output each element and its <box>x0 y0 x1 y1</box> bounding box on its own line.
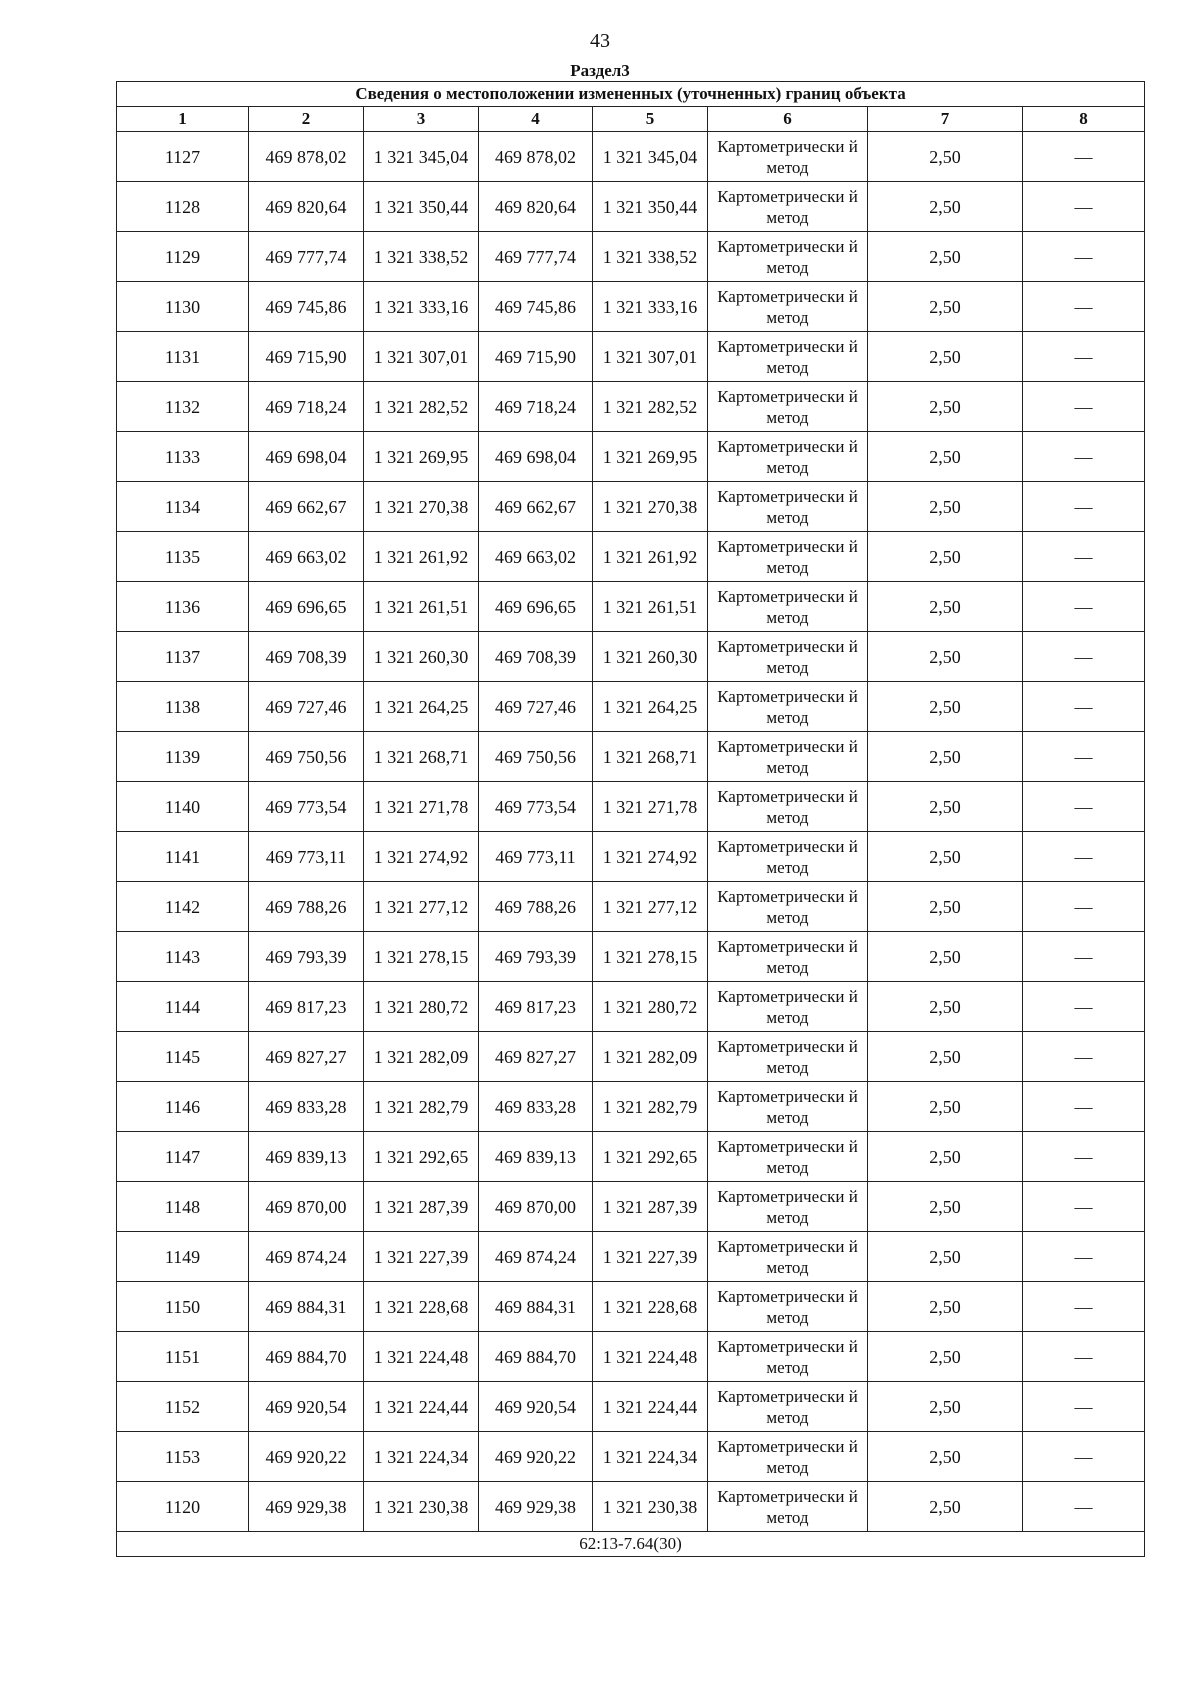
description-cell: — <box>1023 1482 1145 1532</box>
x-old-cell: 469 662,67 <box>249 482 364 532</box>
table-caption: Сведения о местоположении измененных (уточненных) границ объекта <box>117 82 1145 107</box>
column-number: 2 <box>249 107 364 132</box>
column-number: 3 <box>364 107 479 132</box>
method-cell: Картометрически й метод <box>708 432 868 482</box>
y-new-cell: 1 321 261,92 <box>593 532 708 582</box>
point-number-cell: 1138 <box>117 682 249 732</box>
accuracy-cell: 2,50 <box>868 332 1023 382</box>
y-old-cell: 1 321 333,16 <box>364 282 479 332</box>
x-old-cell: 469 718,24 <box>249 382 364 432</box>
y-new-cell: 1 321 282,09 <box>593 1032 708 1082</box>
y-old-cell: 1 321 224,34 <box>364 1432 479 1482</box>
accuracy-cell: 2,50 <box>868 782 1023 832</box>
accuracy-cell: 2,50 <box>868 132 1023 182</box>
accuracy-cell: 2,50 <box>868 1132 1023 1182</box>
description-cell: — <box>1023 132 1145 182</box>
column-number: 1 <box>117 107 249 132</box>
column-number-row <box>117 107 1145 132</box>
accuracy-cell: 2,50 <box>868 1282 1023 1332</box>
x-old-cell: 469 777,74 <box>249 232 364 282</box>
table-row <box>117 582 1145 632</box>
method-cell: Картометрически й метод <box>708 932 868 982</box>
column-number: 8 <box>1023 107 1145 132</box>
y-old-cell: 1 321 261,92 <box>364 532 479 582</box>
column-number: 4 <box>479 107 593 132</box>
method-cell: Картометрически й метод <box>708 1132 868 1182</box>
method-cell: Картометрически й метод <box>708 232 868 282</box>
point-number-cell: 1151 <box>117 1332 249 1382</box>
y-new-cell: 1 321 228,68 <box>593 1282 708 1332</box>
method-cell: Картометрически й метод <box>708 682 868 732</box>
x-old-cell: 469 929,38 <box>249 1482 364 1532</box>
y-old-cell: 1 321 269,95 <box>364 432 479 482</box>
description-cell: — <box>1023 1182 1145 1232</box>
x-old-cell: 469 833,28 <box>249 1082 364 1132</box>
table-row <box>117 1382 1145 1432</box>
accuracy-cell: 2,50 <box>868 982 1023 1032</box>
description-cell: — <box>1023 332 1145 382</box>
x-new-cell: 469 698,04 <box>479 432 593 482</box>
y-old-cell: 1 321 278,15 <box>364 932 479 982</box>
method-cell: Картометрически й метод <box>708 982 868 1032</box>
description-cell: — <box>1023 1232 1145 1282</box>
description-cell: — <box>1023 182 1145 232</box>
y-old-cell: 1 321 224,48 <box>364 1332 479 1382</box>
point-number-cell: 1149 <box>117 1232 249 1282</box>
x-new-cell: 469 820,64 <box>479 182 593 232</box>
point-number-cell: 1140 <box>117 782 249 832</box>
x-new-cell: 469 696,65 <box>479 582 593 632</box>
method-cell: Картометрически й метод <box>708 782 868 832</box>
x-new-cell: 469 839,13 <box>479 1132 593 1182</box>
description-cell: — <box>1023 782 1145 832</box>
y-new-cell: 1 321 307,01 <box>593 332 708 382</box>
x-new-cell: 469 773,11 <box>479 832 593 882</box>
x-old-cell: 469 920,54 <box>249 1382 364 1432</box>
table-footer: 62:13-7.64(30) <box>117 1532 1145 1557</box>
point-number-cell: 1150 <box>117 1282 249 1332</box>
method-cell: Картометрически й метод <box>708 482 868 532</box>
x-new-cell: 469 715,90 <box>479 332 593 382</box>
point-number-cell: 1130 <box>117 282 249 332</box>
y-old-cell: 1 321 271,78 <box>364 782 479 832</box>
y-new-cell: 1 321 268,71 <box>593 732 708 782</box>
description-cell: — <box>1023 582 1145 632</box>
method-cell: Картометрически й метод <box>708 1082 868 1132</box>
method-cell: Картометрически й метод <box>708 582 868 632</box>
x-old-cell: 469 793,39 <box>249 932 364 982</box>
method-cell: Картометрически й метод <box>708 1432 868 1482</box>
method-cell: Картометрически й метод <box>708 532 868 582</box>
method-cell: Картометрически й метод <box>708 1382 868 1432</box>
y-new-cell: 1 321 227,39 <box>593 1232 708 1282</box>
y-old-cell: 1 321 307,01 <box>364 332 479 382</box>
y-old-cell: 1 321 264,25 <box>364 682 479 732</box>
y-new-cell: 1 321 292,65 <box>593 1132 708 1182</box>
y-new-cell: 1 321 224,44 <box>593 1382 708 1432</box>
column-number: 7 <box>868 107 1023 132</box>
description-cell: — <box>1023 1382 1145 1432</box>
point-number-cell: 1135 <box>117 532 249 582</box>
point-number-cell: 1128 <box>117 182 249 232</box>
y-new-cell: 1 321 338,52 <box>593 232 708 282</box>
point-number-cell: 1120 <box>117 1482 249 1532</box>
table-row <box>117 732 1145 782</box>
x-new-cell: 469 662,67 <box>479 482 593 532</box>
method-cell: Картометрически й метод <box>708 382 868 432</box>
point-number-cell: 1153 <box>117 1432 249 1482</box>
x-old-cell: 469 698,04 <box>249 432 364 482</box>
point-number-cell: 1145 <box>117 1032 249 1082</box>
method-cell: Картометрически й метод <box>708 1482 868 1532</box>
method-cell: Картометрически й метод <box>708 732 868 782</box>
x-new-cell: 469 777,74 <box>479 232 593 282</box>
x-new-cell: 469 745,86 <box>479 282 593 332</box>
y-old-cell: 1 321 282,79 <box>364 1082 479 1132</box>
page-number: 43 <box>590 30 610 52</box>
x-old-cell: 469 884,70 <box>249 1332 364 1382</box>
x-old-cell: 469 878,02 <box>249 132 364 182</box>
y-old-cell: 1 321 268,71 <box>364 732 479 782</box>
x-new-cell: 469 920,22 <box>479 1432 593 1482</box>
x-new-cell: 469 773,54 <box>479 782 593 832</box>
method-cell: Картометрически й метод <box>708 1282 868 1332</box>
accuracy-cell: 2,50 <box>868 1432 1023 1482</box>
accuracy-cell: 2,50 <box>868 282 1023 332</box>
point-number-cell: 1146 <box>117 1082 249 1132</box>
table-row <box>117 332 1145 382</box>
point-number-cell: 1132 <box>117 382 249 432</box>
x-old-cell: 469 874,24 <box>249 1232 364 1282</box>
y-new-cell: 1 321 277,12 <box>593 882 708 932</box>
description-cell: — <box>1023 982 1145 1032</box>
point-number-cell: 1147 <box>117 1132 249 1182</box>
description-cell: — <box>1023 382 1145 432</box>
x-new-cell: 469 708,39 <box>479 632 593 682</box>
accuracy-cell: 2,50 <box>868 1032 1023 1082</box>
x-old-cell: 469 788,26 <box>249 882 364 932</box>
table-row <box>117 532 1145 582</box>
point-number-cell: 1142 <box>117 882 249 932</box>
boundary-table <box>116 81 1145 1557</box>
y-new-cell: 1 321 280,72 <box>593 982 708 1032</box>
x-new-cell: 469 884,70 <box>479 1332 593 1382</box>
table-row <box>117 682 1145 732</box>
x-new-cell: 469 793,39 <box>479 932 593 982</box>
point-number-cell: 1144 <box>117 982 249 1032</box>
x-old-cell: 469 773,54 <box>249 782 364 832</box>
description-cell: — <box>1023 882 1145 932</box>
table-row <box>117 1132 1145 1182</box>
y-old-cell: 1 321 338,52 <box>364 232 479 282</box>
table-body <box>117 132 1145 1532</box>
y-new-cell: 1 321 224,48 <box>593 1332 708 1382</box>
table-row <box>117 282 1145 332</box>
x-new-cell: 469 788,26 <box>479 882 593 932</box>
x-new-cell: 469 817,23 <box>479 982 593 1032</box>
description-cell: — <box>1023 632 1145 682</box>
description-cell: — <box>1023 232 1145 282</box>
description-cell: — <box>1023 532 1145 582</box>
method-cell: Картометрически й метод <box>708 282 868 332</box>
accuracy-cell: 2,50 <box>868 1482 1023 1532</box>
accuracy-cell: 2,50 <box>868 732 1023 782</box>
y-old-cell: 1 321 274,92 <box>364 832 479 882</box>
accuracy-cell: 2,50 <box>868 882 1023 932</box>
x-old-cell: 469 715,90 <box>249 332 364 382</box>
x-new-cell: 469 718,24 <box>479 382 593 432</box>
y-new-cell: 1 321 282,79 <box>593 1082 708 1132</box>
method-cell: Картометрически й метод <box>708 1332 868 1382</box>
point-number-cell: 1139 <box>117 732 249 782</box>
description-cell: — <box>1023 282 1145 332</box>
table-row <box>117 1332 1145 1382</box>
column-number: 5 <box>593 107 708 132</box>
x-old-cell: 469 745,86 <box>249 282 364 332</box>
x-old-cell: 469 727,46 <box>249 682 364 732</box>
y-old-cell: 1 321 228,68 <box>364 1282 479 1332</box>
accuracy-cell: 2,50 <box>868 1082 1023 1132</box>
x-old-cell: 469 817,23 <box>249 982 364 1032</box>
method-cell: Картометрически й метод <box>708 1182 868 1232</box>
point-number-cell: 1141 <box>117 832 249 882</box>
table-row <box>117 932 1145 982</box>
y-old-cell: 1 321 292,65 <box>364 1132 479 1182</box>
y-new-cell: 1 321 333,16 <box>593 282 708 332</box>
accuracy-cell: 2,50 <box>868 532 1023 582</box>
table-row <box>117 1182 1145 1232</box>
y-old-cell: 1 321 230,38 <box>364 1482 479 1532</box>
table-row <box>117 432 1145 482</box>
accuracy-cell: 2,50 <box>868 832 1023 882</box>
x-old-cell: 469 827,27 <box>249 1032 364 1082</box>
table-row <box>117 382 1145 432</box>
method-cell: Картометрически й метод <box>708 1032 868 1082</box>
x-old-cell: 469 773,11 <box>249 832 364 882</box>
method-cell: Картометрически й метод <box>708 832 868 882</box>
y-new-cell: 1 321 278,15 <box>593 932 708 982</box>
point-number-cell: 1136 <box>117 582 249 632</box>
method-cell: Картометрически й метод <box>708 632 868 682</box>
x-new-cell: 469 870,00 <box>479 1182 593 1232</box>
x-new-cell: 469 727,46 <box>479 682 593 732</box>
point-number-cell: 1143 <box>117 932 249 982</box>
y-new-cell: 1 321 269,95 <box>593 432 708 482</box>
description-cell: — <box>1023 732 1145 782</box>
y-old-cell: 1 321 227,39 <box>364 1232 479 1282</box>
accuracy-cell: 2,50 <box>868 932 1023 982</box>
table-row <box>117 182 1145 232</box>
description-cell: — <box>1023 682 1145 732</box>
table-row <box>117 132 1145 182</box>
table-row <box>117 232 1145 282</box>
accuracy-cell: 2,50 <box>868 432 1023 482</box>
accuracy-cell: 2,50 <box>868 482 1023 532</box>
y-new-cell: 1 321 287,39 <box>593 1182 708 1232</box>
table-row <box>117 982 1145 1032</box>
method-cell: Картометрически й метод <box>708 1232 868 1282</box>
x-old-cell: 469 920,22 <box>249 1432 364 1482</box>
y-old-cell: 1 321 277,12 <box>364 882 479 932</box>
y-new-cell: 1 321 345,04 <box>593 132 708 182</box>
description-cell: — <box>1023 432 1145 482</box>
table-row <box>117 1482 1145 1532</box>
description-cell: — <box>1023 1082 1145 1132</box>
table-row <box>117 882 1145 932</box>
x-new-cell: 469 874,24 <box>479 1232 593 1282</box>
y-old-cell: 1 321 282,52 <box>364 382 479 432</box>
table-row <box>117 482 1145 532</box>
accuracy-cell: 2,50 <box>868 682 1023 732</box>
point-number-cell: 1133 <box>117 432 249 482</box>
table-row <box>117 632 1145 682</box>
x-old-cell: 469 884,31 <box>249 1282 364 1332</box>
y-old-cell: 1 321 345,04 <box>364 132 479 182</box>
point-number-cell: 1148 <box>117 1182 249 1232</box>
y-new-cell: 1 321 260,30 <box>593 632 708 682</box>
point-number-cell: 1152 <box>117 1382 249 1432</box>
method-cell: Картометрически й метод <box>708 882 868 932</box>
accuracy-cell: 2,50 <box>868 1382 1023 1432</box>
table-row <box>117 1282 1145 1332</box>
x-new-cell: 469 833,28 <box>479 1082 593 1132</box>
column-number: 6 <box>708 107 868 132</box>
description-cell: — <box>1023 1032 1145 1082</box>
y-old-cell: 1 321 280,72 <box>364 982 479 1032</box>
x-old-cell: 469 708,39 <box>249 632 364 682</box>
description-cell: — <box>1023 932 1145 982</box>
y-new-cell: 1 321 274,92 <box>593 832 708 882</box>
method-cell: Картометрически й метод <box>708 182 868 232</box>
y-old-cell: 1 321 224,44 <box>364 1382 479 1432</box>
x-old-cell: 469 696,65 <box>249 582 364 632</box>
section-title: Раздел3 <box>570 61 630 80</box>
accuracy-cell: 2,50 <box>868 1232 1023 1282</box>
x-old-cell: 469 663,02 <box>249 532 364 582</box>
x-new-cell: 469 884,31 <box>479 1282 593 1332</box>
point-number-cell: 1129 <box>117 232 249 282</box>
y-new-cell: 1 321 261,51 <box>593 582 708 632</box>
y-old-cell: 1 321 261,51 <box>364 582 479 632</box>
x-new-cell: 469 827,27 <box>479 1032 593 1082</box>
table-row <box>117 1432 1145 1482</box>
point-number-cell: 1137 <box>117 632 249 682</box>
x-new-cell: 469 750,56 <box>479 732 593 782</box>
y-old-cell: 1 321 260,30 <box>364 632 479 682</box>
y-old-cell: 1 321 287,39 <box>364 1182 479 1232</box>
y-new-cell: 1 321 350,44 <box>593 182 708 232</box>
table-row <box>117 832 1145 882</box>
y-new-cell: 1 321 271,78 <box>593 782 708 832</box>
description-cell: — <box>1023 1432 1145 1482</box>
table-row <box>117 1082 1145 1132</box>
description-cell: — <box>1023 1332 1145 1382</box>
point-number-cell: 1134 <box>117 482 249 532</box>
point-number-cell: 1131 <box>117 332 249 382</box>
description-cell: — <box>1023 482 1145 532</box>
point-number-cell: 1127 <box>117 132 249 182</box>
y-old-cell: 1 321 270,38 <box>364 482 479 532</box>
x-new-cell: 469 663,02 <box>479 532 593 582</box>
x-new-cell: 469 878,02 <box>479 132 593 182</box>
y-new-cell: 1 321 264,25 <box>593 682 708 732</box>
method-cell: Картометрически й метод <box>708 132 868 182</box>
description-cell: — <box>1023 1282 1145 1332</box>
y-new-cell: 1 321 270,38 <box>593 482 708 532</box>
y-new-cell: 1 321 282,52 <box>593 382 708 432</box>
y-old-cell: 1 321 282,09 <box>364 1032 479 1082</box>
description-cell: — <box>1023 1132 1145 1182</box>
accuracy-cell: 2,50 <box>868 632 1023 682</box>
x-old-cell: 469 870,00 <box>249 1182 364 1232</box>
x-old-cell: 469 820,64 <box>249 182 364 232</box>
accuracy-cell: 2,50 <box>868 582 1023 632</box>
accuracy-cell: 2,50 <box>868 1182 1023 1232</box>
accuracy-cell: 2,50 <box>868 1332 1023 1382</box>
method-cell: Картометрически й метод <box>708 332 868 382</box>
y-new-cell: 1 321 224,34 <box>593 1432 708 1482</box>
description-cell: — <box>1023 832 1145 882</box>
table-footer-row <box>117 1532 1145 1557</box>
table-row <box>117 1232 1145 1282</box>
accuracy-cell: 2,50 <box>868 232 1023 282</box>
x-new-cell: 469 929,38 <box>479 1482 593 1532</box>
table-row <box>117 1032 1145 1082</box>
y-new-cell: 1 321 230,38 <box>593 1482 708 1532</box>
y-old-cell: 1 321 350,44 <box>364 182 479 232</box>
x-old-cell: 469 839,13 <box>249 1132 364 1182</box>
table-row <box>117 782 1145 832</box>
table-caption-row <box>117 82 1145 107</box>
accuracy-cell: 2,50 <box>868 382 1023 432</box>
x-new-cell: 469 920,54 <box>479 1382 593 1432</box>
x-old-cell: 469 750,56 <box>249 732 364 782</box>
accuracy-cell: 2,50 <box>868 182 1023 232</box>
